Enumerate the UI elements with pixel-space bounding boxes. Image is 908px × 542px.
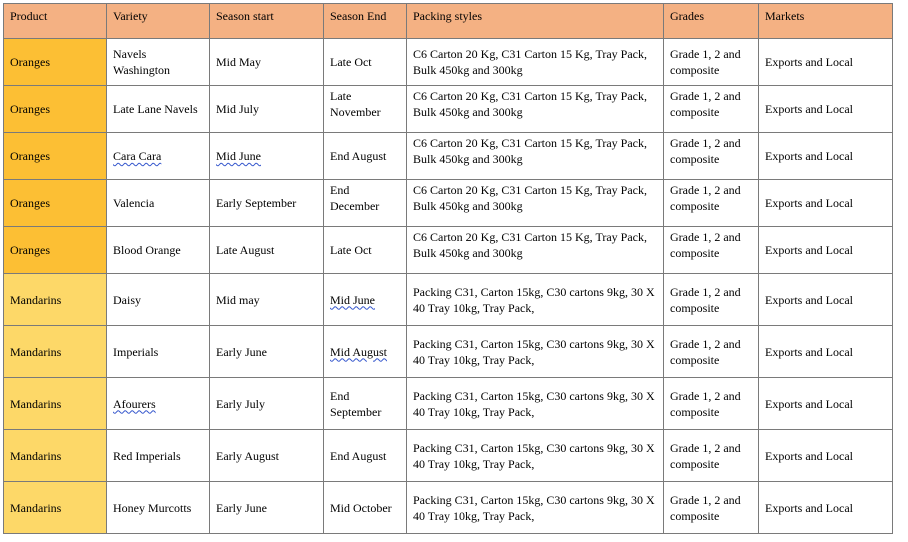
- table-header-row: [4, 4, 893, 39]
- variety-cell: [107, 133, 210, 180]
- packing-cell: C6 Carton 20 Kg, C31 Carton 15 Kg, Tray Pack, Bulk 450kg and 300kg: [407, 180, 664, 227]
- grades-cell: Grade 1, 2 and composite: [664, 180, 759, 227]
- season-start-cell: Early September: [210, 180, 324, 227]
- season-start-cell: Late August: [210, 227, 324, 274]
- season-start-cell: Early June: [210, 326, 324, 378]
- season-end-text: Mid August: [330, 344, 388, 359]
- season-end-cell: Late Oct: [324, 227, 407, 274]
- season-end-cell: [324, 274, 407, 326]
- season-start-cell: Early August: [210, 430, 324, 482]
- table-row: [4, 227, 893, 274]
- table-row: [4, 326, 893, 378]
- season-start-cell: Early July: [210, 378, 324, 430]
- markets-cell: Exports and Local: [759, 86, 893, 133]
- season-start-cell: Early June: [210, 482, 324, 534]
- season-end-text: Mid June: [330, 292, 375, 307]
- season-end-cell: Late November: [324, 86, 407, 133]
- grades-cell: Grade 1, 2 and composite: [664, 482, 759, 534]
- grades-cell: Grade 1, 2 and composite: [664, 227, 759, 274]
- table-row: [4, 378, 893, 430]
- table-row: [4, 180, 893, 227]
- product-cell: Oranges: [4, 39, 107, 86]
- product-cell: Oranges: [4, 180, 107, 227]
- season-start-cell: Mid may: [210, 274, 324, 326]
- markets-cell: Exports and Local: [759, 378, 893, 430]
- variety-cell: Navels Washington: [107, 39, 210, 86]
- table-row: [4, 482, 893, 534]
- packing-cell: Packing C31, Carton 15kg, C30 cartons 9kg, 30 X 40 Tray 10kg, Tray Pack,: [407, 274, 664, 326]
- header-packing-styles: Packing styles: [407, 4, 664, 39]
- markets-cell: Exports and Local: [759, 180, 893, 227]
- markets-cell: Exports and Local: [759, 274, 893, 326]
- grades-cell: Grade 1, 2 and composite: [664, 133, 759, 180]
- table-row: [4, 39, 893, 86]
- packing-cell: C6 Carton 20 Kg, C31 Carton 15 Kg, Tray Pack, Bulk 450kg and 300kg: [407, 39, 664, 86]
- variety-cell: [107, 378, 210, 430]
- product-cell: Oranges: [4, 133, 107, 180]
- packing-cell: Packing C31, Carton 15kg, C30 cartons 9kg, 30 X 40 Tray 10kg, Tray Pack,: [407, 326, 664, 378]
- season-end-cell: End September: [324, 378, 407, 430]
- season-start-text: Mid June: [216, 149, 261, 163]
- variety-text: Afourers: [113, 396, 156, 411]
- header-product: Product: [4, 4, 107, 39]
- header-variety: Variety: [107, 4, 210, 39]
- citrus-table: [3, 3, 893, 534]
- packing-cell: C6 Carton 20 Kg, C31 Carton 15 Kg, Tray Pack, Bulk 450kg and 300kg: [407, 86, 664, 133]
- markets-cell: Exports and Local: [759, 482, 893, 534]
- season-start-cell: Mid July: [210, 86, 324, 133]
- product-cell: Mandarins: [4, 378, 107, 430]
- packing-cell: Packing C31, Carton 15kg, C30 cartons 9kg, 30 X 40 Tray 10kg, Tray Pack,: [407, 430, 664, 482]
- markets-cell: Exports and Local: [759, 39, 893, 86]
- variety-cell: Imperials: [107, 326, 210, 378]
- header-season-end: Season End: [324, 4, 407, 39]
- header-grades: Grades: [664, 4, 759, 39]
- grades-cell: Grade 1, 2 and composite: [664, 326, 759, 378]
- table-row: [4, 86, 893, 133]
- season-start-cell: [210, 133, 324, 180]
- table-row: [4, 133, 893, 180]
- product-cell: Oranges: [4, 86, 107, 133]
- variety-cell: Valencia: [107, 180, 210, 227]
- table-row: [4, 430, 893, 482]
- packing-cell: C6 Carton 20 Kg, C31 Carton 15 Kg, Tray Pack, Bulk 450kg and 300kg: [407, 133, 664, 180]
- variety-text: Cara Cara: [113, 149, 162, 163]
- grades-cell: Grade 1, 2 and composite: [664, 86, 759, 133]
- season-end-cell: End August: [324, 133, 407, 180]
- grades-cell: Grade 1, 2 and composite: [664, 39, 759, 86]
- product-cell: Mandarins: [4, 430, 107, 482]
- markets-cell: Exports and Local: [759, 430, 893, 482]
- grades-cell: Grade 1, 2 and composite: [664, 378, 759, 430]
- packing-cell: Packing C31, Carton 15kg, C30 cartons 9kg, 30 X 40 Tray 10kg, Tray Pack,: [407, 378, 664, 430]
- season-end-cell: End December: [324, 180, 407, 227]
- variety-cell: Daisy: [107, 274, 210, 326]
- variety-cell: Late Lane Navels: [107, 86, 210, 133]
- season-start-cell: Mid May: [210, 39, 324, 86]
- markets-cell: Exports and Local: [759, 227, 893, 274]
- season-end-cell: Mid October: [324, 482, 407, 534]
- table-row: [4, 274, 893, 326]
- grades-cell: Grade 1, 2 and composite: [664, 274, 759, 326]
- header-season-start: Season start: [210, 4, 324, 39]
- season-end-cell: End August: [324, 430, 407, 482]
- product-cell: Mandarins: [4, 326, 107, 378]
- markets-cell: Exports and Local: [759, 133, 893, 180]
- season-end-cell: [324, 326, 407, 378]
- markets-cell: Exports and Local: [759, 326, 893, 378]
- packing-cell: Packing C31, Carton 15kg, C30 cartons 9kg, 30 X 40 Tray 10kg, Tray Pack,: [407, 482, 664, 534]
- season-end-cell: Late Oct: [324, 39, 407, 86]
- packing-cell: C6 Carton 20 Kg, C31 Carton 15 Kg, Tray Pack, Bulk 450kg and 300kg: [407, 227, 664, 274]
- header-markets: Markets: [759, 4, 893, 39]
- variety-text: Honey Murcotts: [113, 500, 192, 515]
- product-cell: Mandarins: [4, 274, 107, 326]
- variety-cell: Blood Orange: [107, 227, 210, 274]
- variety-cell: Red Imperials: [107, 430, 210, 482]
- variety-cell: [107, 482, 210, 534]
- product-cell: Oranges: [4, 227, 107, 274]
- product-cell: Mandarins: [4, 482, 107, 534]
- grades-cell: Grade 1, 2 and composite: [664, 430, 759, 482]
- document-page: [3, 3, 893, 534]
